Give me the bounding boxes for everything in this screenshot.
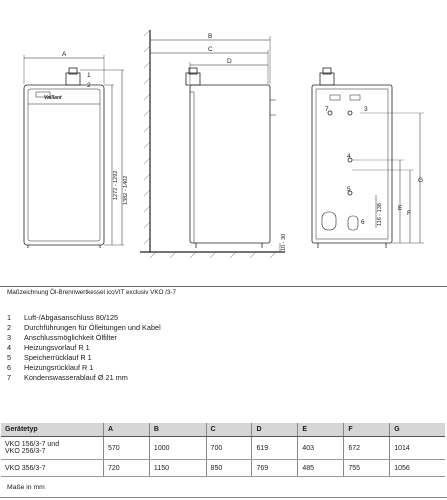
dim-label-a: A [62,51,67,58]
units-note: Maße in mm [7,484,45,491]
legend-item [7,363,161,373]
table-cell: 570 [104,437,150,460]
marker-5: 5 [347,186,351,193]
legend-text: Luft-/Abgasanschluss 80/125 [24,313,119,322]
bottom-divider [0,497,447,498]
legend-text: Heizungsrücklauf R 1 [24,363,94,372]
legend-text: Durchführungen für Ölleitungen und Kabel [24,323,161,332]
table-row [1,460,445,477]
table-cell: 1000 [149,437,206,460]
table-header-d: D [252,423,298,437]
table-header-f: F [344,423,390,437]
table-header-b: B [149,423,206,437]
table-cell: 1150 [149,460,206,477]
table-cell: 755 [344,460,390,477]
table-cell-type [1,437,104,460]
legend-text: Heizungsvorlauf R 1 [24,343,90,352]
legend-number: 7 [7,373,12,382]
legend-text: Anschlussmöglichkeit Ölfilter [24,333,117,342]
dim-label-g: G [418,177,424,184]
dim-label-height-2: 1382 - 1402 [123,175,129,205]
table-cell-type: VKO 356/3-7 [1,460,104,477]
dim-label-side: 116 - 138 [377,203,383,226]
marker-1: 1 [87,72,91,79]
marker-4: 4 [347,153,351,160]
brand-logo: Vaillant [44,95,62,101]
flue-connection [66,73,80,85]
table-cell: 672 [344,437,390,460]
marker-7: 7 [325,106,329,113]
drawing-caption: Maßzeichnung Öl-Brennwertkessel icoVIT exclusiv VKO /3-7 [7,289,176,296]
dim-label-f: F [407,210,411,217]
table-header-c: C [206,423,252,437]
marker-2: 2 [87,82,91,89]
table-cell: 720 [104,460,150,477]
legend-number: 1 [7,313,12,322]
legend-number: 6 [7,363,12,372]
table-cell: 850 [206,460,252,477]
dim-label-height-1: 1272 - 1292 [113,170,119,200]
legend-item [7,343,161,353]
type-line: VKO 256/3-7 [5,448,46,455]
dim-label-foot: 10 - 30 [281,233,287,251]
table-cell: 1056 [390,460,445,477]
table-header-g: G [390,423,445,437]
dim-label-c: C [208,46,213,53]
boiler-front-outline [24,85,104,245]
legend-text: Speicherrücklauf R 1 [24,353,92,362]
table-cell: 769 [252,460,298,477]
legend-item [7,373,161,383]
table-cell: 619 [252,437,298,460]
table-cell: 700 [206,437,252,460]
marker-6: 6 [361,219,365,226]
legend-item [7,323,161,333]
legend-item [7,333,161,343]
table-row [1,437,445,460]
table-header-a: A [104,423,150,437]
legend-number: 4 [7,343,12,352]
legend-number: 5 [7,353,12,362]
legend-item [7,313,161,323]
type-line: VKO 156/3-7 und [5,441,60,448]
table-cell: 485 [298,460,344,477]
table-cell: 403 [298,437,344,460]
legend-number: 2 [7,323,12,332]
dimensions-table [1,423,445,477]
dim-label-b: B [208,33,213,40]
table-header-e: E [298,423,344,437]
legend-number: 3 [7,333,12,342]
boiler-side-outline [190,85,270,243]
table-header-type: Gerätetyp [1,423,104,437]
legend-list [7,313,161,383]
legend-item [7,353,161,363]
marker-3: 3 [364,106,368,113]
table-header-row [1,423,445,437]
table-cell: 1014 [390,437,445,460]
legend-text: Kondenswasserablauf Ø 21 mm [24,373,128,382]
dim-label-d: D [227,58,232,65]
dim-label-e: E [398,205,403,212]
